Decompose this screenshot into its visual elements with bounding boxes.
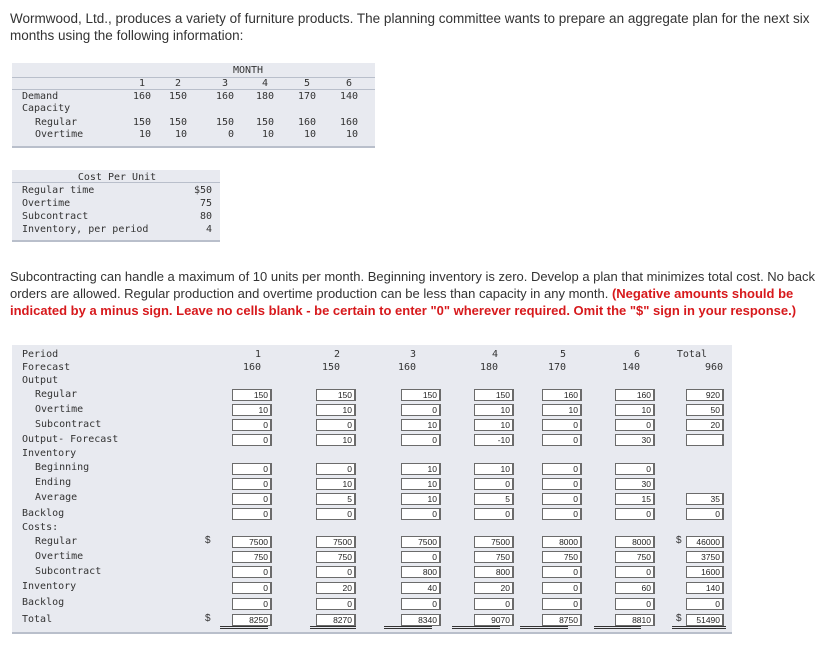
capacity-label: Capacity [22, 103, 71, 114]
subcontract-cost-input[interactable]: 800 [401, 566, 441, 578]
month-regular-cell: 160 [297, 117, 316, 128]
ending-inventory-input[interactable]: 10 [401, 478, 441, 490]
cost-value-regular: $50 [193, 185, 212, 196]
regular-cost-input[interactable]: 7500 [316, 536, 356, 548]
total-cost-input[interactable]: 8810 [615, 614, 655, 626]
backlog-input[interactable]: 0 [615, 508, 655, 520]
demand-label: Demand [22, 91, 59, 102]
beginning-inventory-input[interactable]: 10 [474, 463, 514, 475]
overtime-input[interactable]: 10 [615, 404, 655, 416]
label-regular: Regular [35, 389, 78, 400]
backlog-cost-input[interactable]: 0 [316, 598, 356, 610]
month-regular-cell: 160 [339, 117, 358, 128]
ending-inventory-input[interactable]: 30 [615, 478, 655, 490]
month-overtime-cell: 0 [227, 129, 234, 140]
regular-cost-input[interactable]: 8000 [615, 536, 655, 548]
forecast-value: 180 [479, 362, 498, 373]
total-cost-input[interactable]: 9070 [474, 614, 514, 626]
backlog-input[interactable]: 0 [232, 508, 272, 520]
output-forecast-input[interactable]: 10 [316, 434, 356, 446]
overtime-cost-input[interactable]: 750 [542, 551, 582, 563]
inventory-cost-input[interactable]: 20 [316, 582, 356, 594]
subcontract-input[interactable]: 0 [316, 419, 356, 431]
period-header: 6 [633, 349, 640, 360]
month-overtime-cell: 10 [303, 129, 316, 140]
instructions [10, 268, 822, 319]
cost-label-inventory: Inventory, per period [22, 224, 149, 235]
total-double-rule [452, 626, 500, 627]
overtime-cost-input[interactable]: 750 [316, 551, 356, 563]
regular-cost-total-input[interactable]: 46000 [686, 536, 724, 548]
total-double-rule [672, 626, 726, 627]
beginning-inventory-input[interactable]: 10 [401, 463, 441, 475]
output-forecast-input[interactable]: 0 [542, 434, 582, 446]
inventory-cost-input[interactable]: 40 [401, 582, 441, 594]
average-inventory-input[interactable]: 5 [316, 493, 356, 505]
regular-input[interactable]: 150 [474, 389, 514, 401]
beginning-inventory-input[interactable]: 0 [615, 463, 655, 475]
month-regular-cell: 150 [255, 117, 274, 128]
total-double-rule [310, 628, 356, 629]
label-output: Output [22, 375, 59, 386]
total-double-rule [220, 628, 268, 629]
beginning-inventory-input[interactable]: 0 [542, 463, 582, 475]
beginning-inventory-input[interactable]: 0 [316, 463, 356, 475]
label-output-forecast: Output- Forecast [22, 434, 119, 445]
backlog-input[interactable]: 0 [542, 508, 582, 520]
regular-cost-input[interactable]: 7500 [232, 536, 272, 548]
label-cost-overtime: Overtime [35, 551, 84, 562]
instructions-emphasis: (Negative amounts should be indicated by a minus sign. Leave no cells blank - be certain to enter "0" wherever required. Omit the "$" sign in your response.) [10, 286, 797, 318]
month-table-bottom-rule [12, 146, 375, 148]
output-forecast-total-input[interactable] [686, 434, 724, 446]
inventory-cost-input[interactable]: 20 [474, 582, 514, 594]
subcontract-cost-input[interactable]: 0 [542, 566, 582, 578]
inventory-cost-input[interactable]: 60 [615, 582, 655, 594]
period-header: 3 [409, 349, 416, 360]
overtime-input[interactable]: 10 [316, 404, 356, 416]
period-header: 5 [559, 349, 566, 360]
inventory-cost-input[interactable]: 0 [232, 582, 272, 594]
period-header: 1 [254, 349, 261, 360]
month-demand-cell: 160 [132, 91, 151, 102]
label-cost-backlog: Backlog [22, 597, 65, 608]
instructions-text: Subcontracting can handle a maximum of 10 units per month. Beginning inventory is zero. Develop a plan that minimizes total cost. No back orders are allowed. Regular production and overtime production can be less than capacity in any month. [10, 269, 815, 301]
dollar-sign: $ [205, 613, 211, 624]
cost-value-subcontract: 80 [199, 211, 212, 222]
average-inventory-input[interactable]: 0 [232, 493, 272, 505]
month-table-rule [12, 89, 375, 90]
subcontract-cost-input[interactable]: 0 [615, 566, 655, 578]
backlog-input[interactable]: 0 [401, 508, 441, 520]
label-inventory: Inventory [22, 448, 77, 459]
month-demand-cell: 160 [215, 91, 234, 102]
cost-value-overtime: 75 [199, 198, 212, 209]
period-header: 2 [333, 349, 340, 360]
month-months-cell: 3 [221, 78, 228, 89]
overtime-cost-input[interactable]: 750 [615, 551, 655, 563]
month-overtime-cell: 10 [345, 129, 358, 140]
backlog-cost-input[interactable]: 0 [542, 598, 582, 610]
total-double-rule [384, 626, 432, 627]
total-double-rule [520, 628, 568, 629]
overtime-input[interactable]: 10 [474, 404, 514, 416]
label-ending: Ending [35, 477, 72, 488]
month-months-cell: 4 [261, 78, 268, 89]
total-double-rule [520, 626, 568, 627]
overtime-total-input[interactable]: 50 [686, 404, 724, 416]
output-forecast-input[interactable]: -10 [474, 434, 514, 446]
label-total-column: Total [676, 349, 707, 360]
ending-inventory-input[interactable]: 0 [232, 478, 272, 490]
regular-label: Regular [35, 117, 78, 128]
label-forecast: Forecast [22, 362, 71, 373]
inventory-cost-input[interactable]: 0 [542, 582, 582, 594]
month-demand-cell: 180 [255, 91, 274, 102]
cost-header: Cost Per Unit [77, 172, 157, 183]
month-months-cell: 2 [174, 78, 181, 89]
overtime-cost-total-input[interactable]: 3750 [686, 551, 724, 563]
subcontract-input[interactable]: 10 [401, 419, 441, 431]
label-beginning: Beginning [35, 462, 90, 473]
overtime-label: Overtime [35, 129, 84, 140]
cost-table-bottom-rule [12, 240, 220, 242]
month-months-cell: 5 [303, 78, 310, 89]
dollar-sign: $ [676, 535, 682, 546]
total-cost-input[interactable]: 8340 [401, 614, 441, 626]
label-overtime: Overtime [35, 404, 84, 415]
total-cost-input[interactable]: 8270 [316, 614, 356, 626]
dollar-sign: $ [676, 613, 682, 624]
total-double-rule [672, 628, 726, 629]
subcontract-input[interactable]: 10 [474, 419, 514, 431]
subcontract-input[interactable]: 0 [542, 419, 582, 431]
cost-label-subcontract: Subcontract [22, 211, 89, 222]
overtime-input[interactable]: 0 [401, 404, 441, 416]
total-double-rule [452, 628, 500, 629]
backlog-input[interactable]: 0 [474, 508, 514, 520]
overtime-cost-input[interactable]: 750 [474, 551, 514, 563]
label-backlog: Backlog [22, 508, 65, 519]
backlog-input[interactable]: 0 [316, 508, 356, 520]
total-cost-input[interactable]: 8750 [542, 614, 582, 626]
regular-input[interactable]: 150 [316, 389, 356, 401]
inventory-cost-total-input[interactable]: 140 [686, 582, 724, 594]
cost-value-inventory: 4 [205, 224, 212, 235]
problem-intro: Wormwood, Ltd., produces a variety of furniture products. The planning committee wants to prepare an aggregate plan for the next six months using the following information: [10, 11, 810, 43]
period-header: 4 [491, 349, 498, 360]
label-costs: Costs: [22, 522, 59, 533]
overtime-input[interactable]: 10 [542, 404, 582, 416]
total-double-rule [594, 628, 641, 629]
backlog-cost-input[interactable]: 0 [474, 598, 514, 610]
average-inventory-input[interactable]: 5 [474, 493, 514, 505]
subcontract-cost-input[interactable]: 0 [232, 566, 272, 578]
regular-input[interactable]: 160 [542, 389, 582, 401]
label-cost-regular: Regular [35, 536, 78, 547]
output-forecast-input[interactable]: 0 [401, 434, 441, 446]
label-total: Total [22, 614, 53, 625]
backlog-cost-input[interactable]: 0 [401, 598, 441, 610]
total-double-rule [220, 626, 268, 627]
month-overtime-cell: 10 [174, 129, 187, 140]
overtime-input[interactable]: 10 [232, 404, 272, 416]
month-months-cell: 1 [138, 78, 145, 89]
backlog-total-input[interactable]: 0 [686, 508, 724, 520]
label-period: Period [22, 349, 59, 360]
subcontract-total-input[interactable]: 20 [686, 419, 724, 431]
subcontract-cost-total-input[interactable]: 1600 [686, 566, 724, 578]
month-demand-cell: 170 [297, 91, 316, 102]
overtime-cost-input[interactable]: 750 [232, 551, 272, 563]
month-demand-cell: 150 [168, 91, 187, 102]
ending-inventory-input[interactable]: 0 [542, 478, 582, 490]
forecast-value: 140 [621, 362, 640, 373]
average-inventory-total-input[interactable]: 35 [686, 493, 724, 505]
month-overtime-cell: 10 [261, 129, 274, 140]
subcontract-input[interactable]: 0 [232, 419, 272, 431]
total-double-rule [310, 626, 356, 627]
total-cost-total-input[interactable]: 51490 [686, 614, 724, 626]
ending-inventory-input[interactable]: 10 [316, 478, 356, 490]
output-forecast-input[interactable]: 0 [232, 434, 272, 446]
subcontract-cost-input[interactable]: 0 [316, 566, 356, 578]
month-regular-cell: 150 [168, 117, 187, 128]
month-demand-cell: 140 [339, 91, 358, 102]
regular-cost-input[interactable]: 7500 [474, 536, 514, 548]
cost-label-overtime: Overtime [22, 198, 71, 209]
month-table-rule [12, 77, 375, 78]
month-months-cell: 6 [345, 78, 352, 89]
plan-table-bottom-rule [12, 632, 732, 634]
average-inventory-input[interactable]: 15 [615, 493, 655, 505]
cost-label-regular: Regular time [22, 185, 95, 196]
regular-cost-input[interactable]: 7500 [401, 536, 441, 548]
regular-input[interactable]: 160 [615, 389, 655, 401]
ending-inventory-input[interactable]: 0 [474, 478, 514, 490]
backlog-cost-input[interactable]: 0 [615, 598, 655, 610]
month-regular-cell: 150 [215, 117, 234, 128]
backlog-cost-total-input[interactable]: 0 [686, 598, 724, 610]
regular-input[interactable]: 150 [232, 389, 272, 401]
average-inventory-input[interactable]: 0 [542, 493, 582, 505]
label-cost-subcontract: Subcontract [35, 566, 102, 577]
overtime-cost-input[interactable]: 0 [401, 551, 441, 563]
regular-input[interactable]: 150 [401, 389, 441, 401]
forecast-value: 170 [547, 362, 566, 373]
dollar-sign: $ [205, 535, 211, 546]
regular-cost-input[interactable]: 8000 [542, 536, 582, 548]
regular-total-input[interactable]: 920 [686, 389, 724, 401]
label-subcontract: Subcontract [35, 419, 102, 430]
subcontract-input[interactable]: 0 [615, 419, 655, 431]
label-average: Average [35, 492, 78, 503]
month-regular-cell: 150 [132, 117, 151, 128]
forecast-value: 160 [242, 362, 261, 373]
subcontract-cost-input[interactable]: 800 [474, 566, 514, 578]
forecast-value: 160 [397, 362, 416, 373]
total-forecast: 960 [704, 362, 723, 373]
backlog-cost-input[interactable]: 0 [232, 598, 272, 610]
beginning-inventory-input[interactable]: 0 [232, 463, 272, 475]
output-forecast-input[interactable]: 30 [615, 434, 655, 446]
month-header: MONTH [232, 65, 264, 76]
total-double-rule [384, 628, 432, 629]
month-overtime-cell: 10 [138, 129, 151, 140]
average-inventory-input[interactable]: 10 [401, 493, 441, 505]
total-cost-input[interactable]: 8250 [232, 614, 272, 626]
label-cost-inventory: Inventory [22, 581, 77, 592]
total-double-rule [594, 626, 641, 627]
forecast-value: 150 [321, 362, 340, 373]
